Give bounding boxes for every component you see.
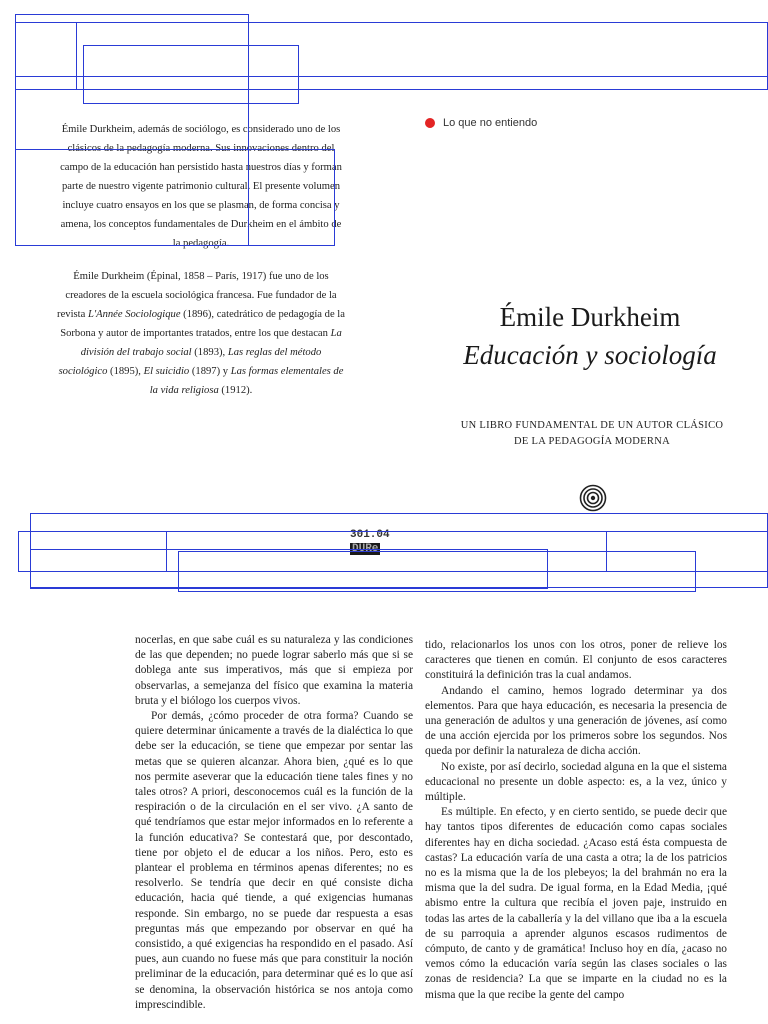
bio-work-title: La división del trabajo social <box>80 328 342 358</box>
bio-text: (1895), <box>107 366 144 377</box>
paragraph: Andando el camino, hemos logrado determinar ya dos elementos. Para que haya educación, es necesaria la presencia de una generación de adultos y una generación de jóvenes, así como de una acción ejercida por los primeros sobre los segundos. Nos queda por definir la naturaleza de dicha acción. <box>425 684 727 758</box>
book-tagline <box>432 418 752 450</box>
selection-box <box>30 549 548 589</box>
author-bio <box>56 267 346 400</box>
bio-text: Émile Durkheim (Épinal, 1858 – París, 1917) fue uno de los creadores de la escuela sociológica francesa. Fue fundador de la revista <box>57 271 337 320</box>
paragraph: Por demás, ¿cómo proceder de otra forma? Cuando se quiere determinar únicamente a través de la dialéctica lo que debe ser la educación, se tiene que empezar por sentar las metas que se quieren alcanzar. Ahora bien, ¿qué es lo que nos permite aseverar que la educación tiene tales fines y no tales otros? A priori, desconocemos cuál es la función de la respiración o de la circulación en el ser vivo. ¿A santo de qué tendríamos que estar mejor informados en lo referente a la función educativa? Se contestará que, por descontado, tiene por objeto el de educar a los niños. Pero, esto es plantear el problema en términos apenas diferentes; no es resolverlo. Se tendría que decir en qué consiste dicha educación, hacia qué tiende, a qué exigencias humanas responde. Sin embargo, no se puede dar respuesta a esas preguntas más que empezando por observar en qué ha consistido, a qué exigencias ha respondido en el pasado. Así pues, aun cuando no fuese más que para constituir la noción preliminar de la educación, para determinar qué es lo que así se denomina, la observación histórica se nos antoja como imprescindible. <box>135 710 413 1011</box>
annotation-note[interactable] <box>425 117 537 129</box>
bio-text: (1893), <box>191 347 228 358</box>
paragraph: No existe, por así decirlo, sociedad alguna en la que el sistema educacional no presente un doble aspecto: es, a la vez, único y múltiple. <box>425 760 727 804</box>
selection-box <box>606 531 768 572</box>
bio-work-title: El suicidio <box>143 366 190 377</box>
call-number-stamp <box>350 528 390 556</box>
selection-box <box>15 76 768 90</box>
bio-work-title: Las reglas del método sociológico <box>58 347 322 377</box>
selection-box <box>76 22 249 90</box>
selection-box <box>30 531 167 572</box>
back-cover-blurb <box>56 120 346 400</box>
bio-work-title: L'Année Sociologique <box>87 309 181 320</box>
selection-box <box>178 551 696 592</box>
publisher-logo-icon <box>579 484 607 512</box>
call-number-line: 301.04 <box>350 529 390 541</box>
selection-box <box>30 513 768 588</box>
tagline-line: UN LIBRO FUNDAMENTAL DE UN AUTOR CLÁSICO <box>460 420 724 431</box>
bio-text: (1897) y <box>189 366 231 377</box>
call-number-line: DURe <box>352 543 379 555</box>
red-dot-icon <box>425 118 435 128</box>
blurb-intro: Émile Durkheim, además de sociólogo, es considerado uno de los clásicos de la pedagogía moderna. Sus innovaciones dentro del campo de la educación han persistido hasta nuestros días y forman parte de nuestro vigente patrimonio cultural. El presente volumen incluye cuatro ensayos en los que se plasman, de forma concisa y amena, los conceptos fundamentales de Durkheim en el ámbito de la pedagogía. <box>60 124 342 249</box>
selection-box <box>83 45 299 104</box>
bio-text: (1896), catedrático de pedagogía de la Sorbona y autor de importantes tratados, entre los que destacan <box>60 309 345 339</box>
book-author: Émile Durkheim <box>499 302 681 332</box>
body-column-left <box>135 633 413 1013</box>
bio-work-title: Las formas elementales de la vida religiosa <box>149 366 344 396</box>
bio-text: (1912). <box>218 385 253 396</box>
paragraph: tido, relacionarlos los unos con los otros, poner de relieve los caracteres que tienen en común. El conjunto de esos caracteres constituirá la definición tras la cual andamos. <box>425 639 727 682</box>
selection-box <box>15 22 768 90</box>
selection-box <box>18 531 768 572</box>
paragraph: Es múltiple. En efecto, y en cierto sentido, se puede decir que hay tantos tipos diferentes de educación como capas sociales diferentes hay en dicha sociedad. ¿Acaso está ésta compuesta de castas? La educación varía de una casta a otra; la de los patricios no es la misma que la de los plebeyos; la del brahmán no era la misma que la del sudra. De igual forma, en la Edad Media, ¡qué abismo entre la cultura que recibía el joven paje, instruido en todas las artes de la caballería y la del villano que iba a la escuela de su parroquia a aprender algunos escasos rudimentos de cómputo, de canto y de gramática! Incluso hoy en día, ¿acaso no vemos cómo la educación varía según las clases sociales o las zonas de residencia? La que se imparte en la ciudad no es la misma que la que recibe la gente del campo <box>425 806 727 1001</box>
book-title: Educación y sociología <box>463 340 717 370</box>
note-label: Lo que no entiendo <box>443 117 538 129</box>
body-column-right <box>425 638 727 1003</box>
paragraph: nocerlas, en que sabe cuál es su naturaleza y las condiciones de las que dependen; no puede lograr saberlo más que si se doblega ante sus imperativos, más que si empieza por observarlas, a semejanza del físico que examina la materia bruta y el biólogo los cuerpos vivos. <box>135 634 413 707</box>
tagline-line: DE LA PEDAGOGÍA MODERNA <box>514 436 670 447</box>
